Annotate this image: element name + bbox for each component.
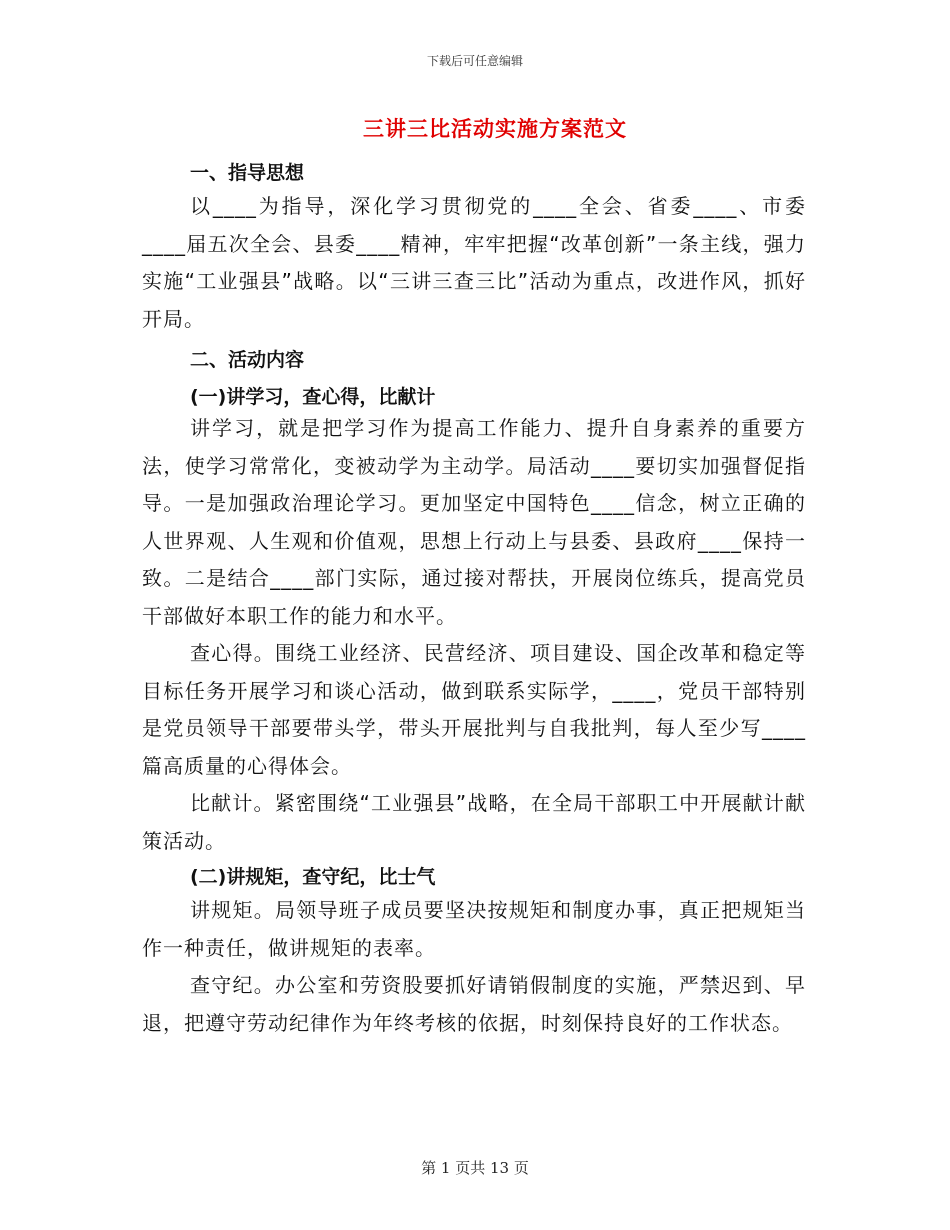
paragraph-discipline: 查守纪。办公室和劳资股要抓好请销假制度的实施，严禁迟到、早退，把遵守劳动纪律作为年终考核的依据，时刻保持良好的工作状态。 bbox=[142, 973, 806, 1035]
subsection-heading-2: (二)讲规矩，查守纪，比士气 bbox=[190, 866, 436, 888]
header-note: 下载后可任意编辑 bbox=[426, 54, 523, 68]
section-heading-1: 一、指导思想 bbox=[190, 162, 305, 184]
paragraph-check-experience: 查心得。围绕工业经济、民营经济、项目建设、国企改革和稳定等目标任务开展学习和谈心活动，做到联系实际学，____，党员干部特别是党员领导干部要带头学，带头开展批判与自我批判，每人至少写____篇高质量的心得体会。 bbox=[142, 641, 806, 778]
section-heading-2: 二、活动内容 bbox=[190, 349, 305, 371]
paragraph-guiding-ideology: 以____为指导，深化学习贯彻党的____全会、省委____、市委____届五次全会、县委____精神，牢牢把握“改革创新”一条主线，强力实施“工业强县”战略。以“三讲三查三比”活动为重点，改进作风，抓好开局。 bbox=[142, 194, 806, 331]
subsection-heading-1: (一)讲学习，查心得，比献计 bbox=[190, 386, 436, 408]
subsection-2-body bbox=[142, 892, 806, 1042]
page-footer: 第 1 页共 13 页 bbox=[421, 1159, 529, 1177]
paragraph-study: 讲学习，就是把学习作为提高工作能力、提升自身素养的重要方法，使学习常常化，变被动学为主动学。局活动____要切实加强督促指导。一是加强政治理论学习。更加坚定中国特色____信念，树立正确的人世界观、人生观和价值观，思想上行动上与县委、县政府____保持一致。二是结合____部门实际，通过接对帮扶，开展岗位练兵，提高党员干部做好本职工作的能力和水平。 bbox=[142, 416, 806, 628]
document-title: 三讲三比活动实施方案范文 bbox=[363, 117, 627, 141]
paragraph-rules: 讲规矩。局领导班子成员要坚决按规矩和制度办事，真正把规矩当作一种责任，做讲规矩的表率。 bbox=[142, 898, 806, 960]
subsection-1-body bbox=[142, 410, 806, 860]
paragraph-contribute-ideas: 比献计。紧密围绕“工业强县”战略，在全局干部职工中开展献计献策活动。 bbox=[142, 791, 806, 853]
section-1-body bbox=[142, 188, 806, 338]
